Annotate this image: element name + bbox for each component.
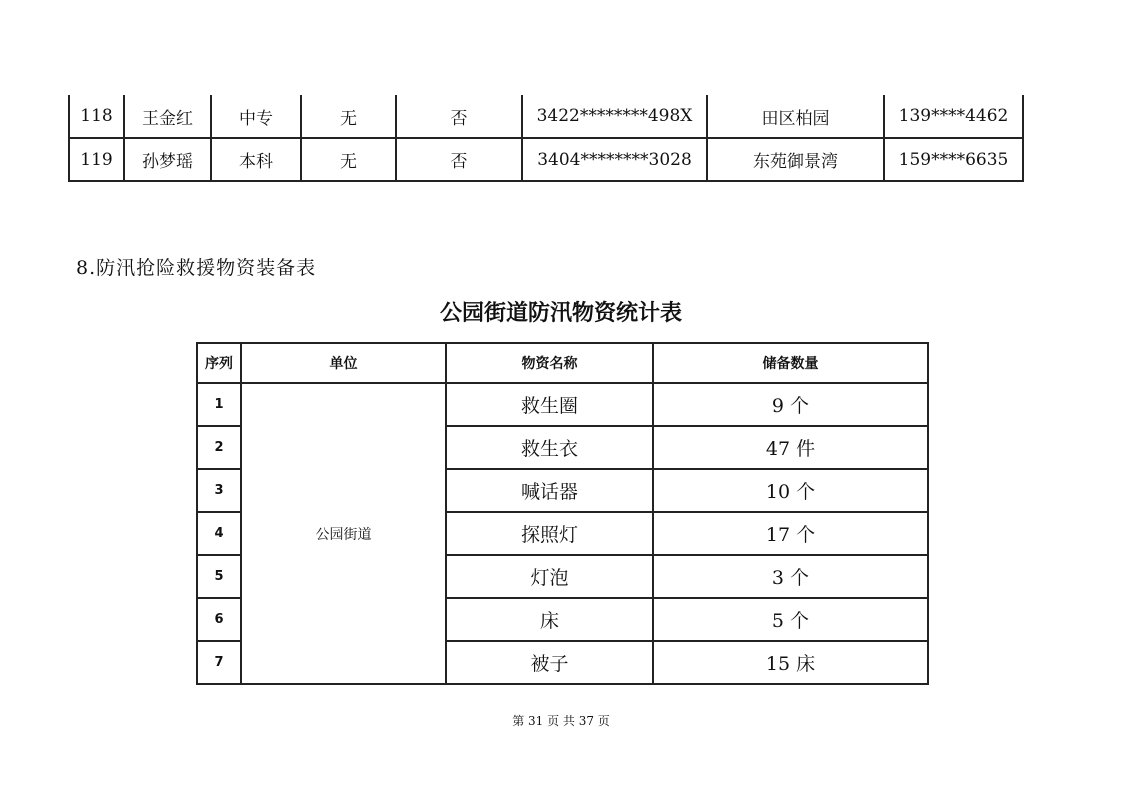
row-col4: 无 [301, 138, 396, 181]
row-address: 东苑御景湾 [707, 138, 884, 181]
row-education: 中专 [211, 95, 301, 138]
row-qty: 17 个 [653, 512, 928, 555]
header-seq: 序列 [197, 343, 241, 383]
row-item-name: 床 [446, 598, 653, 641]
row-col5: 否 [396, 138, 522, 181]
row-no: 119 [69, 138, 124, 181]
supplies-table [196, 342, 929, 685]
page-number: 第 31 页 共 37 页 [512, 714, 610, 728]
header-name: 物资名称 [446, 343, 653, 383]
row-qty: 9 个 [653, 383, 928, 426]
row-name: 王金红 [124, 95, 211, 138]
unit-cell: 公园街道 [241, 383, 446, 684]
personnel-table [68, 95, 1024, 182]
row-no: 118 [69, 95, 124, 138]
row-item-name: 探照灯 [446, 512, 653, 555]
row-seq: 6 [197, 598, 241, 641]
row-col4: 无 [301, 95, 396, 138]
row-seq: 3 [197, 469, 241, 512]
row-seq: 4 [197, 512, 241, 555]
row-qty: 47 件 [653, 426, 928, 469]
row-qty: 5 个 [653, 598, 928, 641]
row-item-name: 被子 [446, 641, 653, 684]
row-item-name: 救生圈 [446, 383, 653, 426]
row-address: 田区柏园 [707, 95, 884, 138]
row-id: 3404********3028 [522, 138, 707, 181]
row-seq: 1 [197, 383, 241, 426]
row-seq: 5 [197, 555, 241, 598]
row-col5: 否 [396, 95, 522, 138]
row-qty: 3 个 [653, 555, 928, 598]
table-row [197, 383, 928, 426]
header-unit: 单位 [241, 343, 446, 383]
row-phone: 139****4462 [884, 95, 1023, 138]
row-seq: 7 [197, 641, 241, 684]
row-name: 孙梦瑶 [124, 138, 211, 181]
header-qty: 储备数量 [653, 343, 928, 383]
table-row [69, 138, 1023, 181]
row-seq: 2 [197, 426, 241, 469]
section-heading: 8.防汛抢险救援物资装备表 [76, 257, 317, 279]
row-id: 3422********498X [522, 95, 707, 138]
header-row [197, 343, 928, 383]
row-item-name: 喊话器 [446, 469, 653, 512]
row-qty: 15 床 [653, 641, 928, 684]
row-phone: 159****6635 [884, 138, 1023, 181]
row-item-name: 救生衣 [446, 426, 653, 469]
row-education: 本科 [211, 138, 301, 181]
row-qty: 10 个 [653, 469, 928, 512]
row-item-name: 灯泡 [446, 555, 653, 598]
table-row [69, 95, 1023, 138]
table-title: 公园街道防汛物资统计表 [439, 301, 682, 326]
